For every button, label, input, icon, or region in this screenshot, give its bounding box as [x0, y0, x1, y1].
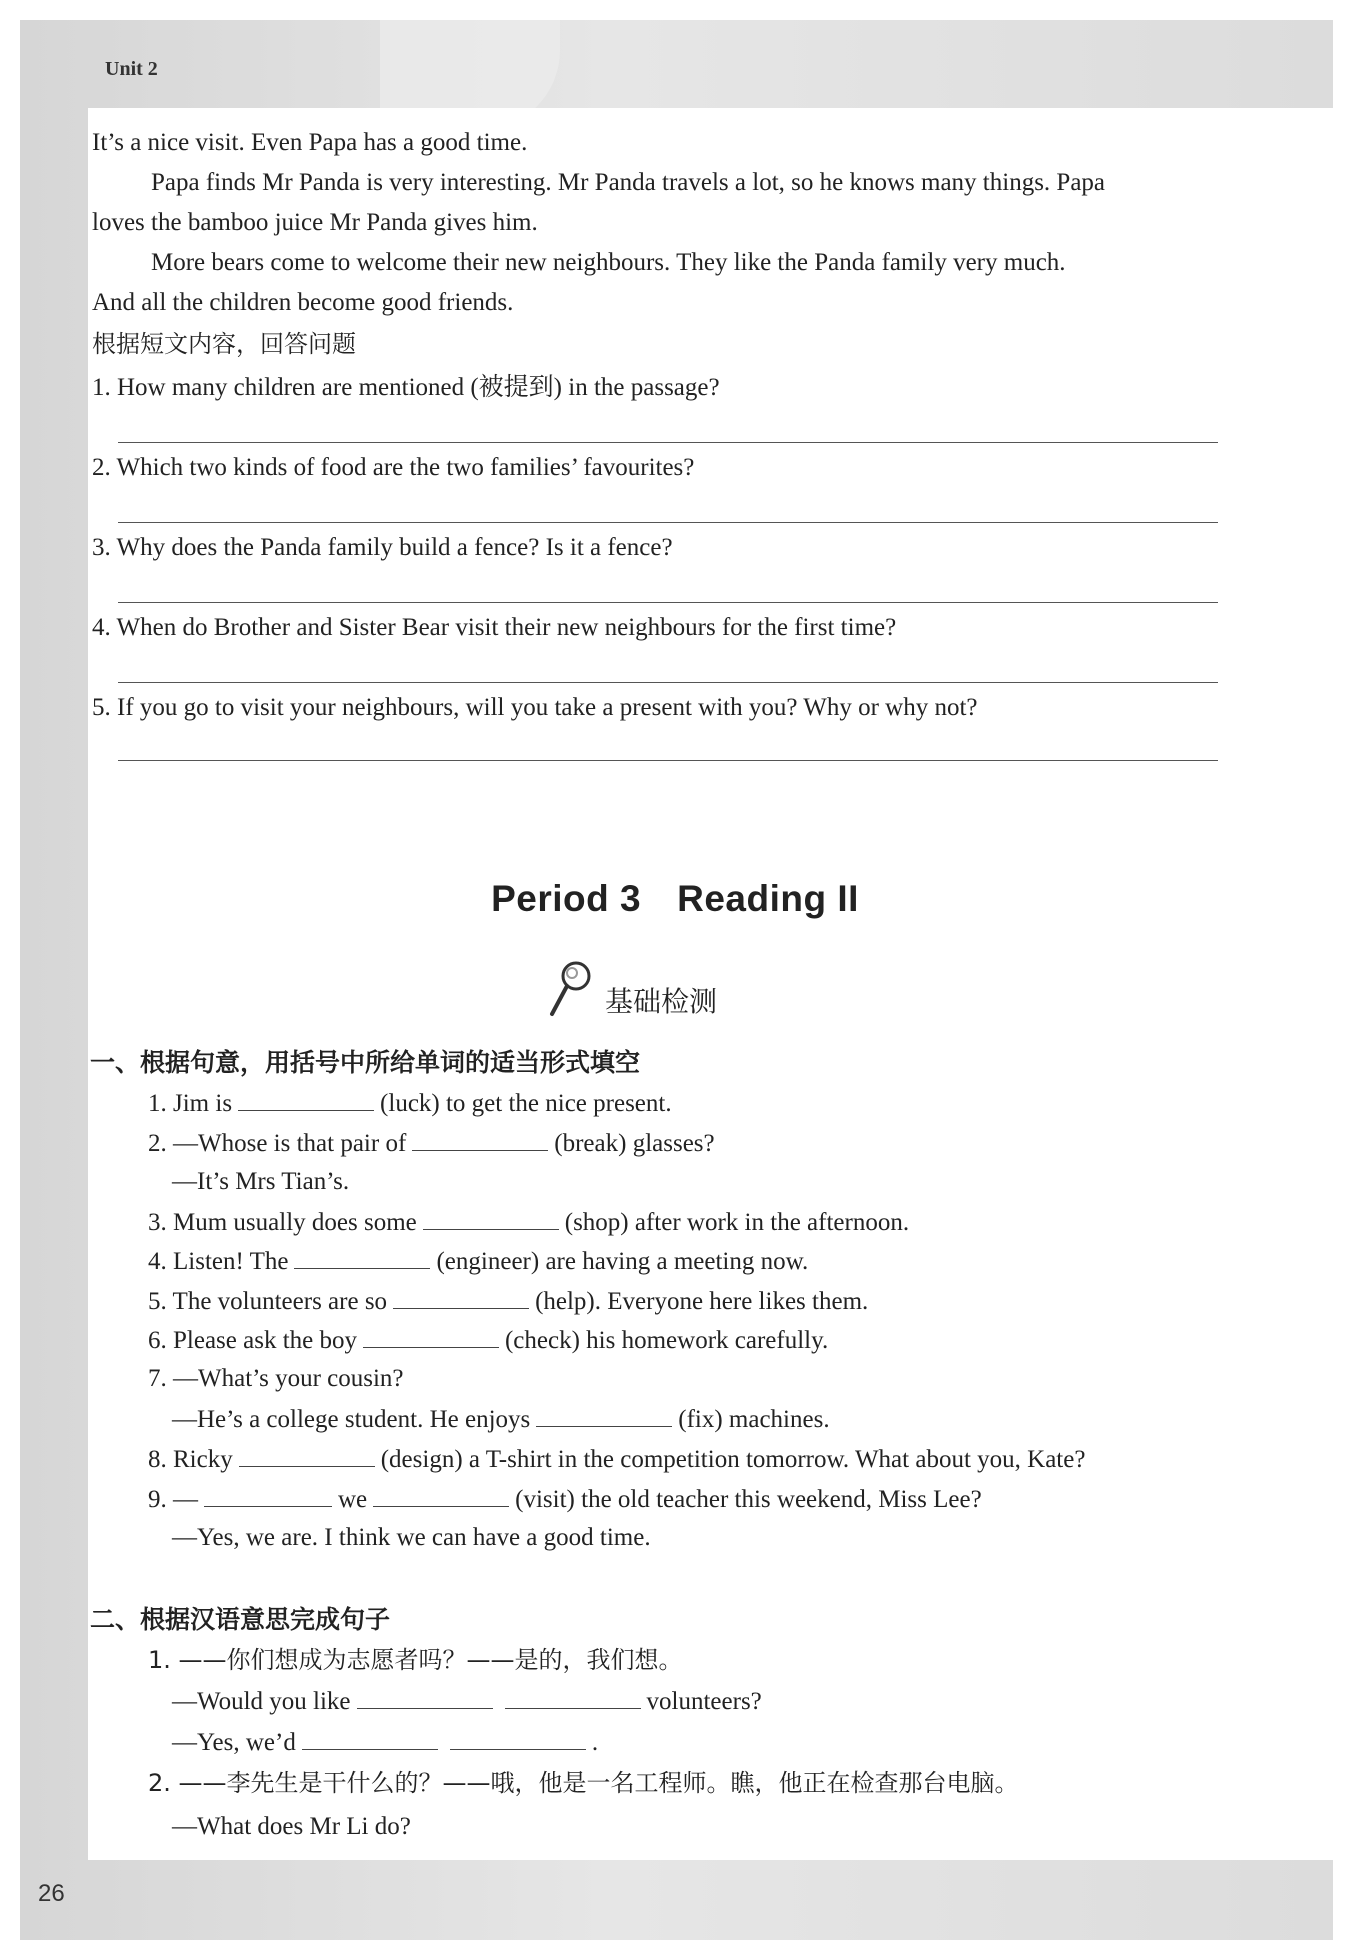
exercise-item [148, 1286, 868, 1317]
magnifier-icon [546, 958, 594, 1018]
fill-blank[interactable] [373, 1484, 509, 1507]
exercise-text: 3. Mum usually does some [148, 1209, 417, 1236]
exercise-item [148, 1207, 909, 1238]
exercise-text: (help). Everyone here likes them. [535, 1288, 869, 1315]
section2-title: 二、根据汉语意思完成句子 [90, 1605, 391, 1634]
exercise-item [148, 1444, 1085, 1475]
fill-blank[interactable] [204, 1484, 332, 1507]
exercise-text: 6. Please ask the boy [148, 1327, 357, 1354]
unit-header: Unit 2 [105, 58, 158, 80]
question-item: 2. Which two kinds of food are the two families’ favourites? [92, 454, 695, 481]
exercise-item: —It’s Mrs Tian’s. [172, 1168, 350, 1195]
fill-blank[interactable] [536, 1404, 672, 1427]
exercise-item [148, 1128, 715, 1159]
fill-blank[interactable] [393, 1286, 529, 1309]
question-item: 1. How many children are mentioned (被提到) in the passage? [92, 374, 720, 401]
exercise-text: —Yes, we’d [172, 1729, 296, 1756]
exercise-text: —Would you like [172, 1688, 351, 1715]
exercise-item: 7. —What’s your cousin? [148, 1365, 404, 1392]
exercise-text: —He’s a college student. He enjoys [172, 1406, 531, 1433]
period-number: Period 3 [491, 878, 642, 919]
questions-instruction: 根据短文内容，回答问题 [92, 330, 356, 358]
passage-line: It’s a nice visit. Even Papa has a good time. [92, 129, 528, 156]
exercise-text: (design) a T-shirt in the competition tomorrow. What about you, Kate? [380, 1446, 1086, 1473]
exercise-item [172, 1404, 830, 1435]
passage-line: Papa finds Mr Panda is very interesting. Mr Panda travels a lot, so he knows many things. Papa [151, 169, 1106, 196]
passage-line: loves the bamboo juice Mr Panda gives him. [92, 209, 538, 236]
exercise-text: (break) glasses? [554, 1130, 715, 1157]
fill-blank[interactable] [294, 1246, 430, 1269]
exercise-text: 1. Jim is [148, 1090, 233, 1117]
exercise-item [172, 1727, 598, 1758]
exercise-text: (luck) to get the nice present. [380, 1090, 672, 1117]
exercise-text: . [591, 1729, 599, 1756]
exercise-item: —Yes, we are. I think we can have a good time. [172, 1524, 651, 1551]
exercise-text: 5. The volunteers are so [148, 1288, 388, 1315]
answer-line[interactable] [118, 442, 1218, 443]
period-subtitle: Reading II [677, 878, 859, 919]
exercise-item: 1. ——你们想成为志愿者吗？——是的，我们想。 [148, 1646, 683, 1674]
exercise-item [148, 1246, 808, 1277]
period-title [0, 878, 1350, 920]
question-item: 4. When do Brother and Sister Bear visit their new neighbours for the first time? [92, 614, 897, 641]
answer-line[interactable] [118, 522, 1218, 523]
exercise-text: 9. — [148, 1486, 198, 1513]
exercise-text: we [338, 1486, 368, 1513]
passage-line: And all the children become good friends. [92, 289, 514, 316]
fill-blank[interactable] [357, 1686, 493, 1709]
answer-line[interactable] [118, 682, 1218, 683]
question-item: 5. If you go to visit your neighbours, will you take a present with you? Why or why not? [92, 694, 978, 721]
exercise-item [148, 1325, 828, 1356]
fill-blank[interactable] [239, 1444, 375, 1467]
answer-line[interactable] [118, 602, 1218, 603]
fill-blank[interactable] [238, 1088, 374, 1111]
fill-blank[interactable] [302, 1727, 438, 1750]
exercise-text: (visit) the old teacher this weekend, Miss Lee? [515, 1486, 982, 1513]
exercise-item [148, 1484, 982, 1515]
fill-blank[interactable] [505, 1686, 641, 1709]
exercise-text: (fix) machines. [678, 1406, 830, 1433]
exercise-text: 4. Listen! The [148, 1248, 289, 1275]
page-number: 26 [38, 1880, 65, 1907]
exercise-item: —What does Mr Li do? [172, 1813, 411, 1840]
exercise-text: volunteers? [646, 1688, 762, 1715]
section-heading: 基础检测 [605, 985, 718, 1018]
exercise-item: 2. ——李先生是干什么的？——哦，他是一名工程师。瞧，他正在检查那台电脑。 [148, 1769, 1019, 1797]
exercise-text: (shop) after work in the afternoon. [564, 1209, 910, 1236]
passage-line: More bears come to welcome their new neighbours. They like the Panda family very much. [151, 249, 1066, 276]
exercise-text: (engineer) are having a meeting now. [436, 1248, 809, 1275]
exercise-text: (check) his homework carefully. [504, 1327, 829, 1354]
exercise-item [172, 1686, 762, 1717]
fill-blank[interactable] [363, 1325, 499, 1348]
fill-blank[interactable] [450, 1727, 586, 1750]
exercise-text: 2. —Whose is that pair of [148, 1130, 407, 1157]
answer-line[interactable] [118, 760, 1218, 761]
question-item: 3. Why does the Panda family build a fence? Is it a fence? [92, 534, 673, 561]
section1-title: 一、根据句意，用括号中所给单词的适当形式填空 [90, 1048, 641, 1077]
fill-blank[interactable] [423, 1207, 559, 1230]
exercise-item [148, 1088, 672, 1119]
exercise-text: 8. Ricky [148, 1446, 233, 1473]
fill-blank[interactable] [412, 1128, 548, 1151]
